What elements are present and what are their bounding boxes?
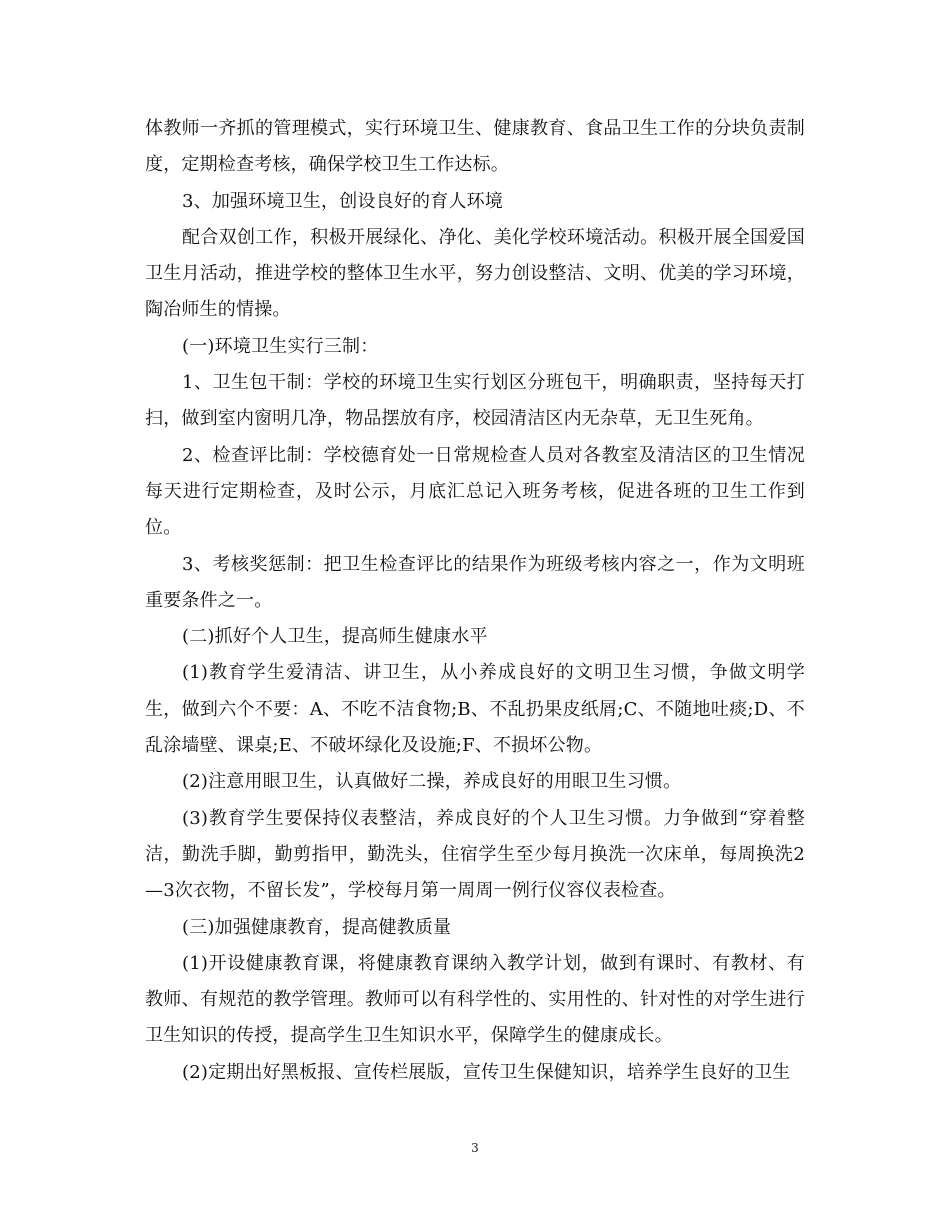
paragraph: 配合双创工作，积极开展绿化、净化、美化学校环境活动。积极开展全国爱国卫生月活动，推进学校的整体卫生水平，努力创设整洁、文明、优美的学习环境，陶冶师生的情操。: [145, 226, 805, 321]
paragraph: 2、检查评比制：学校德育处一日常规检查人员对各教室及清洁区的卫生情况每天进行定期检查，及时公示，月底汇总记入班务考核，促进各班的卫生工作到位。: [145, 444, 805, 539]
paragraph: 体教师一齐抓的管理模式，实行环境卫生、健康教育、食品卫生工作的分块负责制度，定期检查考核，确保学校卫生工作达标。: [145, 118, 805, 176]
document-body: [145, 111, 805, 1091]
paragraph: (2)定期出好黑板报、宣传栏展版，宣传卫生保健知识，培养学生良好的卫生: [182, 1061, 791, 1083]
paragraph: (1)教育学生爱清洁、讲卫生，从小养成良好的文明卫生习惯，争做文明学生，做到六个不要：A、不吃不洁食物;B、不乱扔果皮纸屑;C、不随地吐痰;D、不乱涂墙壁、课桌;E、不破坏绿化及设施;F、不损坏公物。: [145, 662, 805, 757]
paragraph: (3)教育学生要保持仪表整洁，养成良好的个人卫生习惯。力争做到“穿着整洁，勤洗手脚，勤剪指甲，勤洗头，住宿学生至少每月换洗一次床单，每周换洗2—3次衣物，不留长发”，学校每月第一周周一例行仪容仪表检查。: [145, 807, 805, 902]
paragraph: 3、考核奖惩制：把卫生检查评比的结果作为班级考核内容之一，作为文明班重要条件之一。: [145, 553, 805, 611]
paragraph: (2)注意用眼卫生，认真做好二操，养成良好的用眼卫生习惯。: [182, 771, 682, 793]
subsection-heading: (三)加强健康教育，提高健教质量: [182, 916, 452, 938]
section-heading: 3、加强环境卫生，创设良好的育人环境: [182, 190, 504, 212]
paragraph: 1、卫生包干制：学校的环境卫生实行划区分班包干，明确职责，坚持每天打扫，做到室内窗明几净，物品摆放有序，校园清洁区内无杂草，无卫生死角。: [145, 372, 805, 430]
paragraph: (1)开设健康教育课，将健康教育课纳入教学计划，做到有课时、有教材、有教师、有规范的教学管理。教师可以有科学性的、实用性的、针对性的对学生进行卫生知识的传授，提高学生卫生知识水平，保障学生的健康成长。: [145, 952, 805, 1047]
subsection-heading: (一)环境卫生实行三制：: [182, 335, 379, 357]
subsection-heading: (二)抓好个人卫生，提高师生健康水平: [182, 626, 488, 648]
page-number: 3: [471, 1141, 479, 1155]
